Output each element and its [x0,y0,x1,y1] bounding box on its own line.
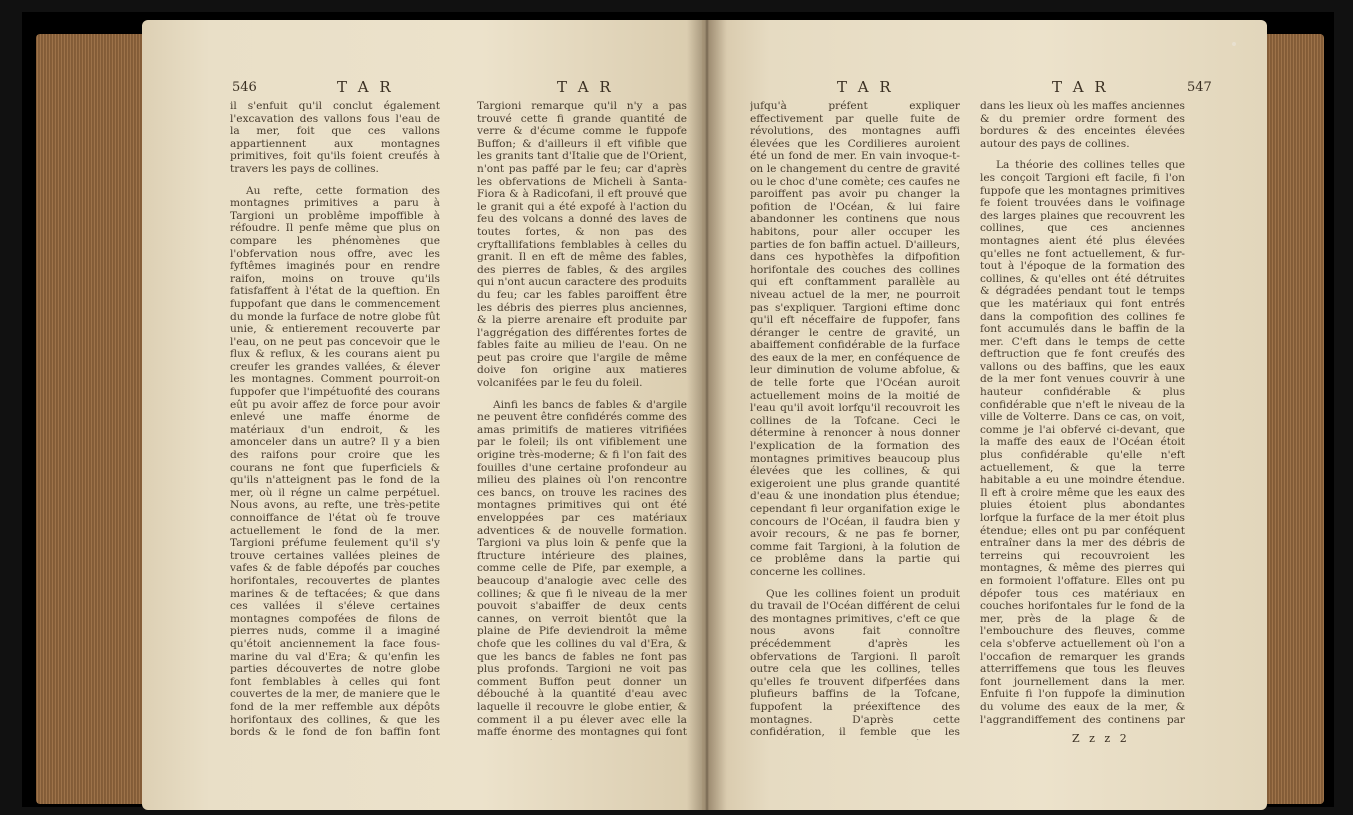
running-head-left: T A R [337,78,394,96]
paragraph: dans les lieux où les maffes anciennes & du premier ordre forment des bordures & des enceintes élevées autour des pays de collines. [980,100,1185,150]
paragraph: Targioni remarque qu'il n'y a pas trouvé cette fi grande quantité de verre & d'écume comme le fuppofe Buffon; & d'ailleurs il eft vifible que les granits tant d'Italie que de l'Orient, n'ont pas paffé par le feu; car d'après les obfervations de Micheli à Santa-Fiora & à Radicofani, il eft prouvé que le granit qui a été expofé à l'action du feu des volcans a donné des laves de toutes fortes, & non pas des cryftallifations femblables à celles du granit. Il en eft de même des fables, des pierres de fables, & des argiles qui n'ont aucun caractere des produits du feu; car les fables paroiffent être les débris des pierres plus anciennes, & la pierre arenaire eft produite par l'aggrégation des différentes fortes de fables faite au milieu de l'eau. On ne peut pas croire que l'argile de même doive fon origine aux matieres volcanifées par le feu du foleil. [477,100,687,390]
paragraph: Que les collines foient un produit du travail de l'Océan différent de celui des montagnes primitives, c'eft ce que nous avons fait connoître précédemment d'après les obfervations de Targioni. Il paroît outre cela que les collines, telles qu'elles fe trouvent difperfées dans plufieurs baffins de la Tofcane, fuppofent la préexiftence des montagnes. D'après cette confidération, il femble que les [750,587,960,739]
left-page-edges [36,34,148,804]
book-spread [22,12,1334,807]
left-page [142,20,707,810]
paragraph: La théorie des collines telles que les conçoit Targioni eft facile, fi l'on fuppofe que les montagnes primitives fe foient trouvées dans le voifinage des larges plaines que recouvrent les collines, que ces anciennes montagnes aient été plus élevées qu'elles ne font actuellement, & fur-tout à l'époque de la formation des collines, & qu'elles ont été détruites & dégradées pendant tout le temps que les matériaux qui font entrés dans la compofition des collines fe font accumulés dans le baffin de la mer. C'eft dans le temps de cette deftruction que fe font creufés des vallons ou des baffins, que les eaux de la mer font venues couvrir à une hauteur confidérable & plus confidérable que n'eft le niveau de la ville de Volterre. Dans ce cas, on voit, comme je l'ai obfervé ci-devant, que la maffe des eaux de l'Océan étoit plus confidérable qu'elle n'eft actuellement, & que la terre habitable a eu une moindre étendue. Il eft à croire même que les eaux des pluies étoient plus abondantes lorfque la furface de la mer étoit plus étendue; elles ont pu par conféquent entraîner dans la mer des débris de terreins qui recouvroient les montagnes, & même des pierres qui en formoient l'offature. Elles ont pu dépofer tous ces matériaux en couches horifontales fur le fond de la mer, près de la plage & de l'embouchure des fleuves, comme cela s'obferve actuellement où l'on a l'occafion de remarquer les grands atterriffemens que tous les fleuves font journellement dans la mer. Enfuite fi l'on fuppofe la diminution du volume des eaux de la mer, & l'aggrandiffement des continens par [980,159,1185,725]
book-gutter [687,20,727,810]
text-column-2 [477,100,687,740]
scan-speck [1232,42,1236,46]
text-column-2 [980,100,1185,725]
paragraph: jufqu'à préfent expliquer effectivement par quelle fuite de révolutions, des montagnes auffi élevées que les Cordilieres auroient été un fond de mer. En vain invoque-t-on le changement du centre de gravité ou le choc d'une comète; ces caufes ne paroiffent pas avoir pu changer la pofition de l'Océan, & lui faire abandonner les continens que nous habitons, pour aller occuper les parties de fon baffin actuel. D'ailleurs, dans ces hypothèfes la difpofition horifontale des couches des collines qui eft conftamment parallèle au niveau actuel de la mer, ne pourroit pas s'expliquer. Targioni eftime donc qu'il eft néceffaire de fuppofer, fans déranger le centre de gravité, un abaiffement confidérable de la furface des eaux de la mer, en conféquence de leur diminution de volume abfolue, & de telle forte que l'Océan auroit actuellement moins de la moitié de l'eau qu'il avoit lorfqu'il recouvroit les collines de la Tofcane. Ceci le détermine à renoncer à nous donner l'explication de la formation des montagnes primitives beaucoup plus élevées que les collines, & qui exigeroient une plus grande quantité d'eau & une inondation plus étendue; cependant fi leur organifation exige le concours de l'Océan, il faudra bien y avoir recours, & ne pas fe borner, comme fait Targioni, à la folution de ce problême dans la partie qui concerne les collines. [750,100,960,578]
page-number: 546 [232,80,257,95]
page-number: 547 [1187,80,1212,95]
paragraph: Au refte, cette formation des montagnes primitives a paru à Targioni un problême impoffible à réfoudre. Il penfe même que plus on compare les phénomènes que l'obfervation nous offre, avec les fyftêmes imaginés pour en rendre raifon, moins on trouve qu'ils fatisfaffent à l'état de la queftion. En fuppofant que dans le commencement du monde la furface de notre globe fût unie, & entierement recouverte par l'eau, on ne peut pas concevoir que le flux & reflux, & les courans aient pu creufer les grandes vallées, & élever les montagnes. Comment pourroit-on fuppofer que l'impétuofité des courans eût pu avoir affez de force pour avoir enlevé une maffe énorme de matériaux d'un endroit, & les amonceler dans un autre? Il y a bien des raifons pour croire que les courans ne font que fuperficiels & qu'ils n'atteignent pas le fond de la mer, où il régne un calme perpétuel. Nous avons, au refte, une très-petite connoiffance de l'état où fe trouve actuellement le fond de la mer. Targioni préfume feulement qu'il s'y trouve certaines vallées pleines de vafes & de fable dépofés par couches horifontales, recouvertes de plantes marines & de teftacées; & que dans ces vallées il s'éleve certaines montagnes compofées de filons de pierres nuds, comme il a imaginé qu'étoit anciennement la face fous-marine du val d'Era; & qu'enfin les parties découvertes de notre globe font femblables à celles qui font couvertes de la mer, de maniere que le fond de la mer reffemble aux dépôts horifontaux des collines, & que les bords & le fond de fon baffin font [230,184,440,739]
text-column-1 [230,100,440,740]
signature-mark: Z z z 2 [1072,732,1130,745]
running-head-right: T A R [1052,78,1109,96]
paragraph: Ainfi les bancs de fables & d'argile ne peuvent être confidérés comme des amas primitifs de matieres vitrifiées par le foleil; ils ont vifiblement une origine très-moderne; & fi l'on fait des fouilles d'une certaine profondeur au milieu des plaines où l'on rencontre ces bancs, on trouve les racines des montagnes primitives qui ont été enveloppées par ces matériaux adventices & de nouvelle formation. Targioni va plus loin & penfe que la ftructure intérieure des plaines, comme celle de Pife, par exemple, a beaucoup d'analogie avec celle des collines; & que fi le niveau de la mer pouvoit s'abaiffer de deux cents cannes, on verroit bientôt que la plaine de Pife deviendroit la même chofe que les collines du val d'Era, & que les bancs de fables ne font pas plus profonds. Targioni ne voit pas comment Buffon peut donner un débouché à la quantité d'eau avec laquelle il recouvre le globe entier, & comment il a pu élever avec elle la maffe énorme des montagnes qui font [477,398,687,739]
left-page-header [162,78,682,98]
paragraph: il s'enfuit qu'il conclut également l'excavation des vallons fous l'eau de la mer, foit que ces vallons appartiennent aux montagnes primitives, foit qu'ils foient creufés à travers les pays de collines. [230,100,440,175]
running-head-right: T A R [557,78,614,96]
right-page-header [722,78,1252,98]
running-head-left: T A R [837,78,894,96]
text-column-1 [750,100,960,740]
right-page [702,20,1267,810]
